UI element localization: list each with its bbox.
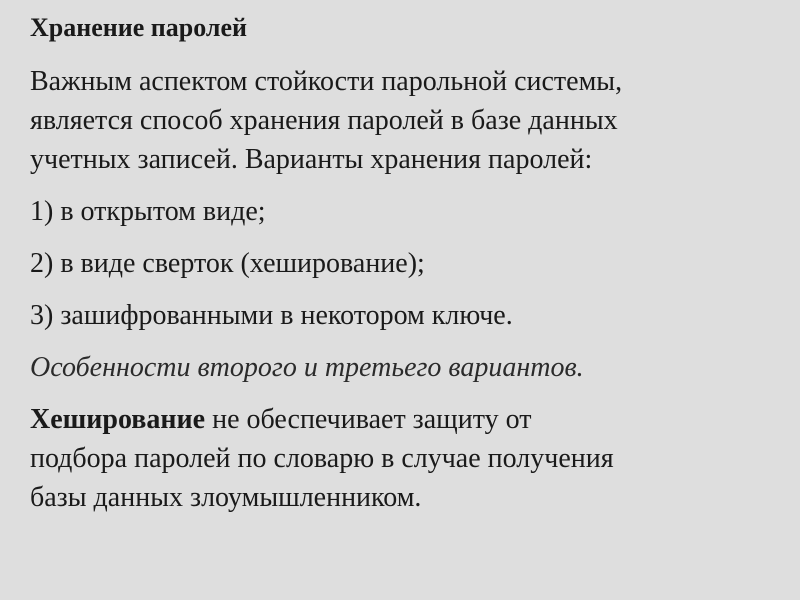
intro-line: Важным аспектом стойкости парольной системы,: [30, 66, 623, 97]
slide-title: Хранение паролей: [30, 13, 247, 42]
italic-note: Особенности второго и третьего вариантов.: [30, 352, 584, 383]
intro-paragraph: [30, 62, 774, 179]
hashing-term: Хеширование: [30, 404, 206, 435]
option-item-3: 3) зашифрованными в некотором ключе.: [30, 300, 513, 331]
intro-line: является способ хранения паролей в базе данных: [30, 105, 618, 136]
option-item-1: 1) в открытом виде;: [30, 196, 266, 227]
hashing-line-1: [30, 400, 774, 439]
option-item-2: 2) в виде сверток (хеширование);: [30, 248, 425, 279]
hashing-line-1-rest: не обеспечивает защиту от: [205, 404, 532, 435]
hashing-line-3: базы данных злоумышленником.: [30, 482, 422, 513]
hashing-line-2: подбора паролей по словарю в случае получения: [30, 443, 614, 474]
intro-line: учетных записей. Варианты хранения паролей:: [30, 144, 593, 175]
hashing-paragraph: [30, 400, 774, 517]
